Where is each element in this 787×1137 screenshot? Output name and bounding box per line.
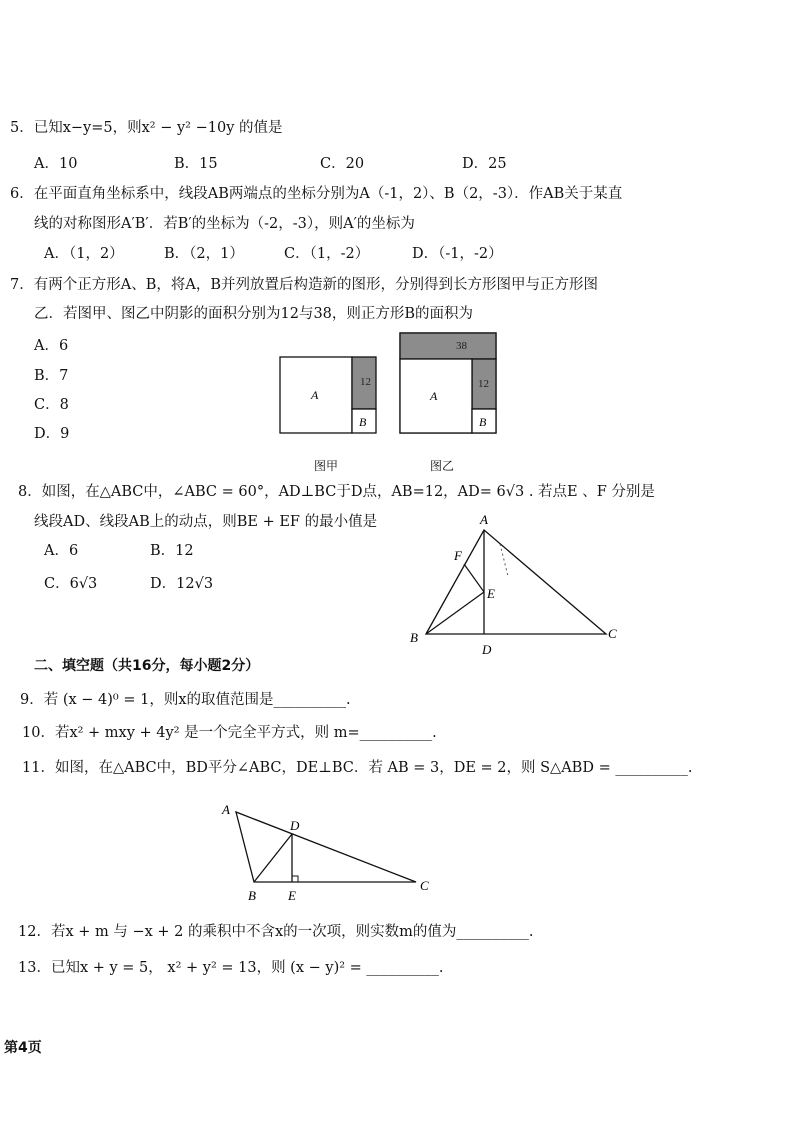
shade-note-top-yi: 38 xyxy=(456,340,467,352)
segment-bd xyxy=(254,834,292,882)
right-angle-mark xyxy=(292,876,298,882)
q5-option-c: C．20 xyxy=(320,156,365,172)
q5-option-b: B．15 xyxy=(174,156,218,172)
shaded-top-yi xyxy=(400,333,496,359)
label-c-q11: C xyxy=(420,878,429,893)
q7-option-a: A．6 xyxy=(34,338,69,354)
q6-option-a: A．（1，2） xyxy=(44,246,124,262)
label-e-q11: E xyxy=(288,888,296,903)
q8-stem-line2: 线段AD、线段AB上的动点，则BE + EF 的最小值是 xyxy=(34,514,378,530)
q7-option-b: B．7 xyxy=(34,368,69,384)
q6-option-d: D．（-1，-2） xyxy=(412,246,503,262)
segment-be xyxy=(426,592,484,634)
label-d-q11: D xyxy=(290,818,300,833)
q6-option-c: C．（1，-2） xyxy=(284,246,370,262)
q11-triangle-figure xyxy=(210,790,440,910)
label-a: A xyxy=(480,512,488,527)
triangle-abc xyxy=(426,530,606,634)
q6-stem-line2: 线的对称图形A′B′．若B′的坐标为（-2，-3），则A′的坐标为 xyxy=(34,216,415,232)
label-f: F xyxy=(454,548,462,563)
q8-stem-line1: 8．如图，在△ABC中，∠ABC = 60°，AD⊥BC于D点，AB=12，AD= 6√3 . 若点E 、F 分别是 xyxy=(18,484,655,500)
label-a-q11: A xyxy=(222,802,230,817)
shade-note-side-yi: 12 xyxy=(478,378,489,390)
label-b-yi: B xyxy=(479,415,487,429)
caption-yi: 图乙 xyxy=(430,459,455,473)
q5-option-d: D．25 xyxy=(462,156,507,172)
q8-option-d: D．12√3 xyxy=(150,576,214,592)
label-d: D xyxy=(482,642,492,657)
q13-text: 13．已知x + y = 5， x² + y² = 13，则 (x − y)² = __________. xyxy=(18,960,444,976)
q7-figures xyxy=(270,325,510,475)
shade-note-jia: 12 xyxy=(360,376,371,388)
q6-stem-line1: 6．在平面直角坐标系中，线段AB两端点的坐标分别为A（-1，2）、B（2，-3）．作AB关于某直 xyxy=(10,186,623,202)
segment-ef xyxy=(464,564,484,592)
q5-stem: 5．已知x−y=5，则x² − y² −10y 的值是 xyxy=(10,120,283,136)
label-b-q11: B xyxy=(248,888,256,903)
section-title: 二、填空题（共16分，每小题2分） xyxy=(34,658,260,674)
label-a-yi: A xyxy=(430,389,438,403)
q11-text: 11．如图，在△ABC中，BD平分∠ABC，DE⊥BC．若 AB = 3，DE = 2，则 S△ABD = __________. xyxy=(22,760,693,776)
q8-option-b: B．12 xyxy=(150,543,194,559)
q5-option-a: A．10 xyxy=(34,156,78,172)
label-b-jia: B xyxy=(359,415,367,429)
q8-option-c: C．6√3 xyxy=(44,576,98,592)
figure-jia xyxy=(280,357,376,433)
q9-text: 9．若 (x − 4)⁰ = 1，则x的取值范围是__________. xyxy=(20,692,351,708)
q8-triangle-figure xyxy=(400,508,630,658)
label-a-jia: A xyxy=(311,388,319,402)
label-e: E xyxy=(487,586,495,601)
q7-option-d: D．9 xyxy=(34,426,70,442)
q10-text: 10．若x² + mxy + 4y² 是一个完全平方式，则 m=__________. xyxy=(22,725,437,741)
label-c: C xyxy=(608,626,617,641)
q6-option-b: B．（2，1） xyxy=(164,246,244,262)
q12-text: 12．若x + m 与 −x + 2 的乘积中不含x的一次项，则实数m的值为__________. xyxy=(18,924,534,940)
q8-option-a: A．6 xyxy=(44,543,79,559)
q7-stem-line2: 乙．若图甲、图乙中阴影的面积分别为12与38，则正方形B的面积为 xyxy=(34,306,474,322)
figure-yi xyxy=(400,333,496,433)
page-footer: 第4页 xyxy=(4,1040,42,1056)
caption-jia: 图甲 xyxy=(314,459,339,473)
label-b: B xyxy=(410,630,418,645)
q7-stem-line1: 7．有两个正方形A、B，将A，B并列放置后构造新的图形，分别得到长方形图甲与正方形图 xyxy=(10,277,598,293)
q7-option-c: C．8 xyxy=(34,397,69,413)
